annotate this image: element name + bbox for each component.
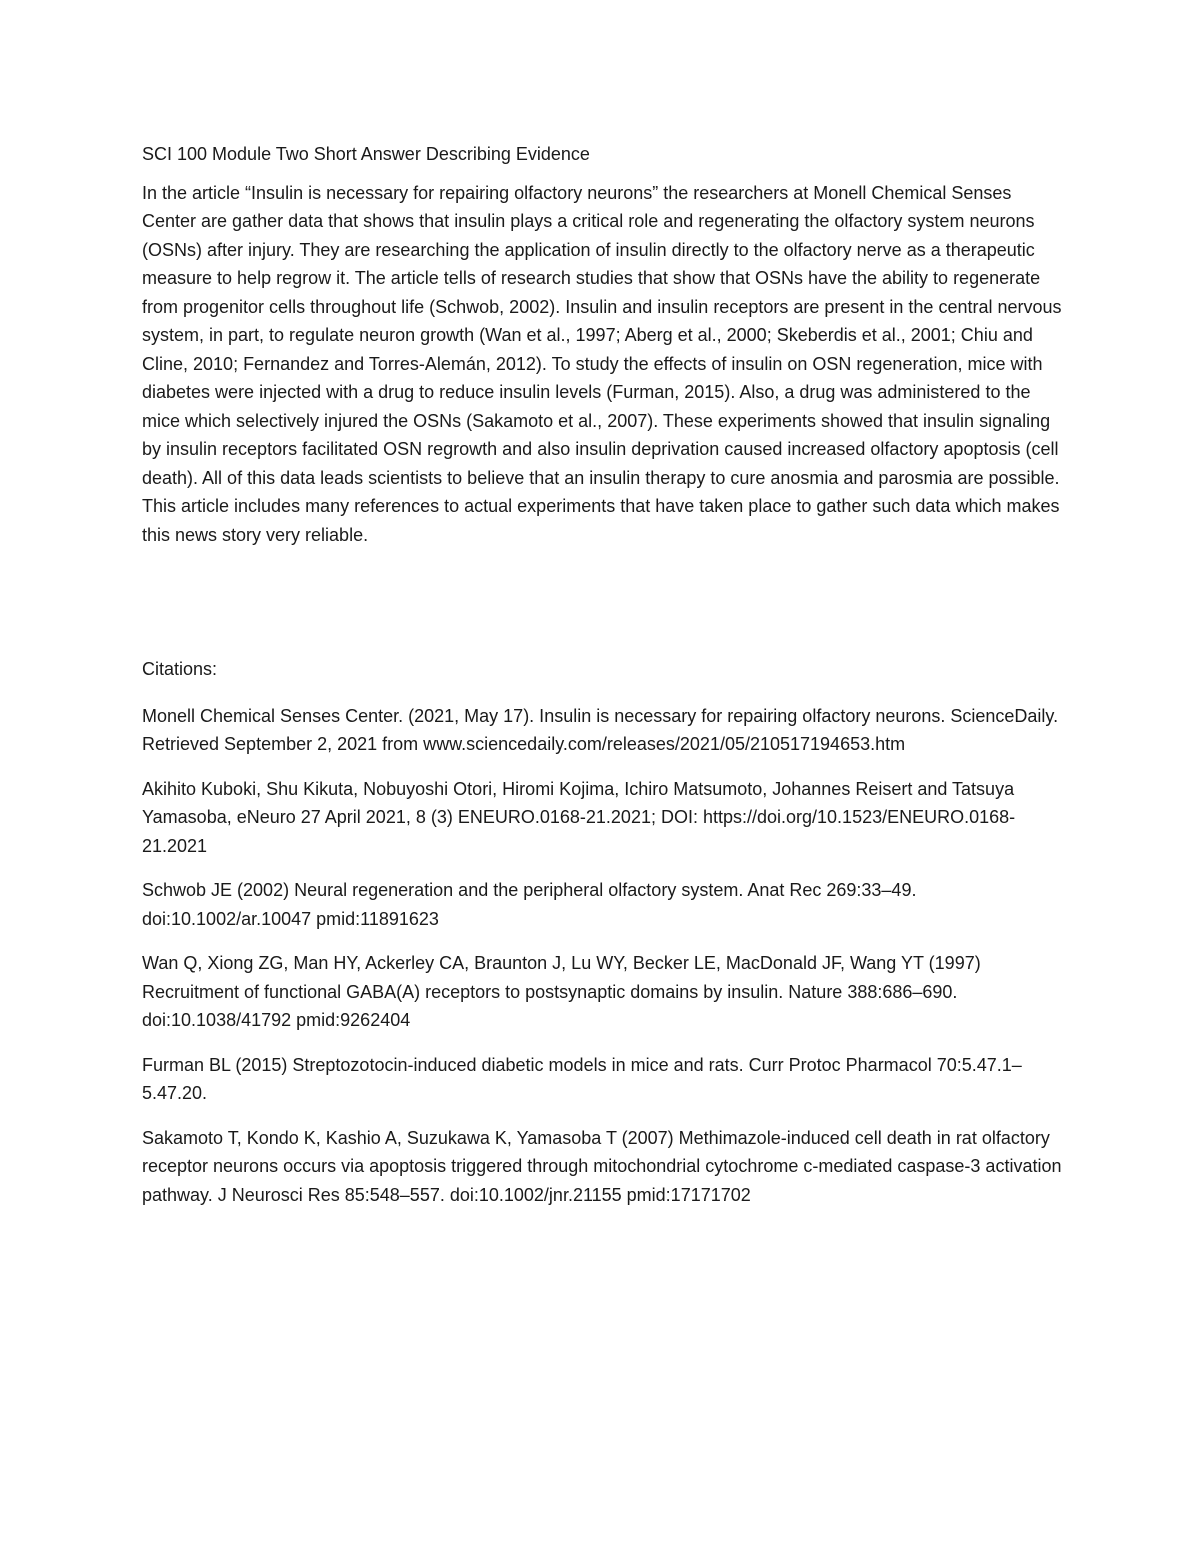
citation-item: Sakamoto T, Kondo K, Kashio A, Suzukawa K, Yamasoba T (2007) Methimazole-induced cell death in rat olfactory receptor neurons occurs via apoptosis triggered through mitochondrial cytochrome c-mediated caspase-3 activation pathway. J Neurosci Res 85:548–557. doi:10.1002/jnr.21155 pmid:17171702: [142, 1127, 1062, 1205]
body-paragraph: In the article “Insulin is necessary for repairing olfactory neurons” the researchers at Monell Chemical Senses Center are gather data that shows that insulin plays a critical role and regenerating the olfactory system neurons (OSNs) after injury. They are researching the application of insulin directly to the olfactory nerve as a therapeutic measure to help regrow it. The article tells of research studies that show that OSNs have the ability to regenerate from progenitor cells throughout life (Schwob, 2002). Insulin and insulin receptors are present in the central nervous system, in part, to regulate neuron growth (Wan et al., 1997; Aberg et al., 2000; Skeberdis et al., 2001; Chiu and Cline, 2010; Fernandez and Torres-Alemán, 2012). To study the effects of insulin on OSN regeneration, mice with diabetes were injected with a drug to reduce insulin levels (Furman, 2015). Also, a drug was administered to the mice which selectively injured the OSNs (Sakamoto et al., 2007). These experiments showed that insulin signaling by insulin receptors facilitated OSN regrowth and also insulin deprivation caused increased olfactory apoptosis (cell death). All of this data leads scientists to believe that an insulin therapy to cure anosmia and parosmia are possible. This article includes many references to actual experiments that have taken place to gather such data which makes this news story very reliable.: [142, 182, 1062, 545]
citations-heading: Citations:: [142, 659, 218, 679]
citation-item: Wan Q, Xiong ZG, Man HY, Ackerley CA, Braunton J, Lu WY, Becker LE, MacDonald JF, Wang YT (1997) Recruitment of functional GABA(A) receptors to postsynaptic domains by insulin. Nature 388:686–690. doi:10.1038/41792 pmid:9262404: [142, 953, 981, 1030]
section-spacer: [142, 549, 1062, 655]
citation-item: Akihito Kuboki, Shu Kikuta, Nobuyoshi Otori, Hiromi Kojima, Ichiro Matsumoto, Johannes Reisert and Tatsuya Yamasoba, eNeuro 27 April 2021, 8 (3) ENEURO.0168-21.2021; DOI: https://doi.org/10.1523/ENEURO.0168-21.2021: [142, 778, 1016, 856]
document-content: [142, 140, 1062, 1225]
citation-item: Schwob JE (2002) Neural regeneration and the peripheral olfactory system. Anat Rec 269:33–49. doi:10.1002/ar.10047 pmid:11891623: [142, 880, 917, 929]
citations-list: [142, 702, 1062, 1210]
citation-item: Monell Chemical Senses Center. (2021, May 17). Insulin is necessary for repairing olfactory neurons. ScienceDaily. Retrieved September 2, 2021 from www.sciencedaily.com/releases/2021/05/210517194653.htm: [142, 705, 1059, 754]
document-title: SCI 100 Module Two Short Answer Describing Evidence: [142, 144, 590, 164]
citation-item: Furman BL (2015) Streptozotocin-induced diabetic models in mice and rats. Curr Protoc Pharmacol 70:5.47.1–5.47.20.: [142, 1054, 1022, 1103]
